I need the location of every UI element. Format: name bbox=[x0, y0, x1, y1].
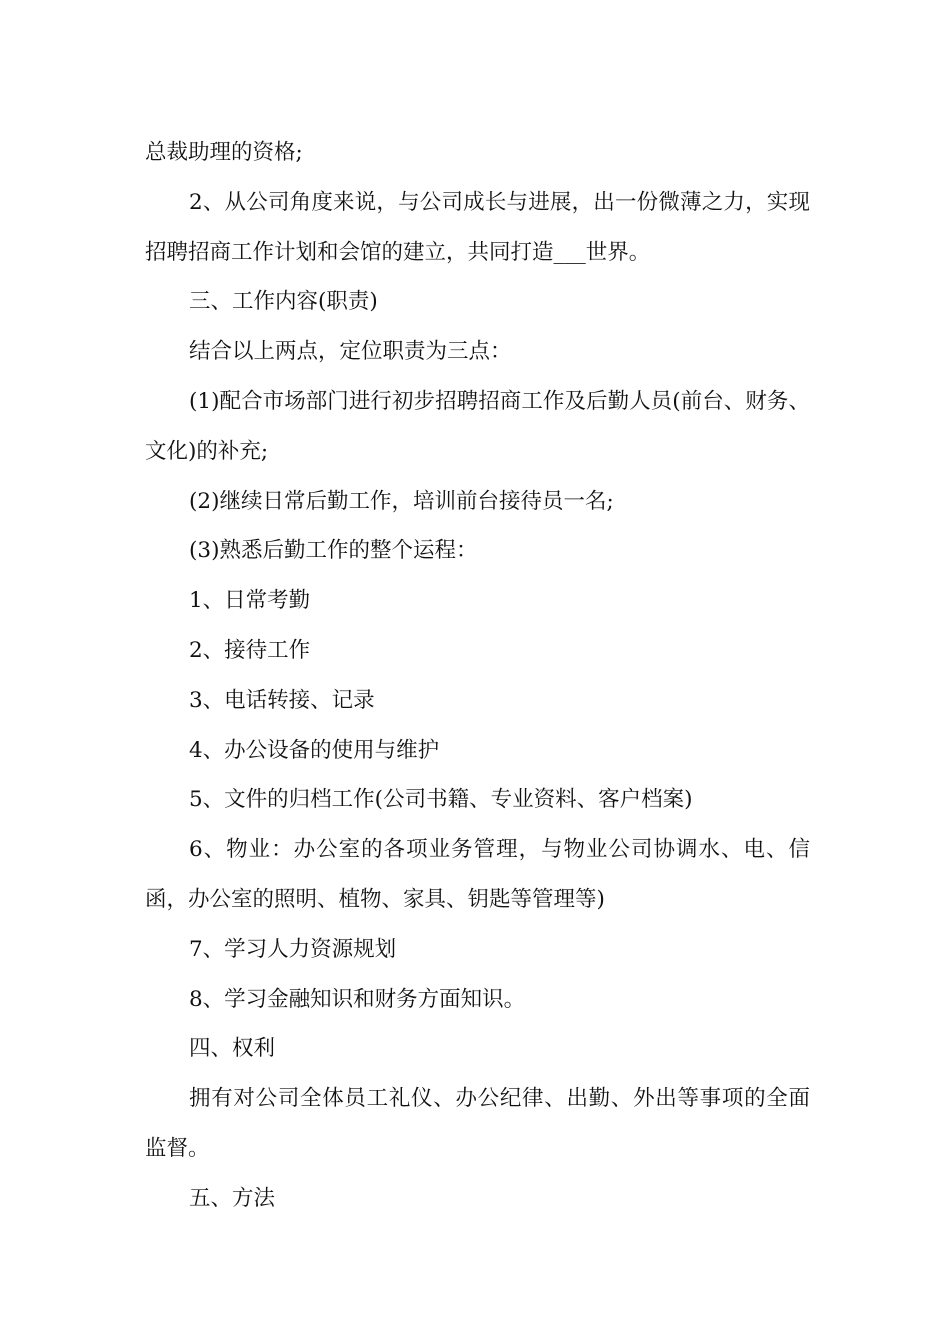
list-item-task-1: 1、日常考勤 bbox=[189, 588, 311, 614]
paragraph-duties-intro: 结合以上两点，定位职责为三点： bbox=[189, 339, 512, 365]
list-item-task-2: 2、接待工作 bbox=[189, 637, 311, 663]
document-body bbox=[145, 128, 810, 1224]
list-item-task-7: 7、学习人力资源规划 bbox=[189, 936, 397, 962]
heading-rights: 四、权利 bbox=[189, 1036, 276, 1062]
list-item-duty-3: (3)熟悉后勤工作的整个运程： bbox=[189, 538, 478, 564]
list-item-task-5: 5、文件的归档工作(公司书籍、专业资料、客户档案) bbox=[189, 787, 693, 813]
list-item-duty-1: (1)配合市场部门进行初步招聘招商工作及后勤人员(前台、财务、文化)的补充; bbox=[145, 388, 810, 464]
list-item-task-6: 6、物业：办公室的各项业务管理，与物业公司协调水、电、信函，办公室的照明、植物、家具、钥匙等管理等) bbox=[145, 837, 810, 912]
heading-work-content: 三、工作内容(职责) bbox=[189, 289, 378, 315]
list-item-duty-2: (2)继续日常后勤工作，培训前台接待员一名; bbox=[189, 488, 614, 514]
paragraph-rights: 拥有对公司全体员工礼仪、办公纪律、出勤、外出等事项的全面监督。 bbox=[145, 1086, 810, 1161]
list-item-task-8: 8、学习金融知识和财务方面知识。 bbox=[189, 986, 526, 1012]
paragraph-company-perspective: 2、从公司角度来说，与公司成长与进展，出一份微薄之力，实现招聘招商工作计划和会馆的建立，共同打造___世界。 bbox=[145, 189, 810, 265]
list-item-task-3: 3、电话转接、记录 bbox=[189, 687, 375, 713]
list-item-task-4: 4、办公设备的使用与维护 bbox=[189, 737, 440, 763]
heading-methods: 五、方法 bbox=[189, 1185, 276, 1211]
paragraph-continuation: 总裁助理的资格; bbox=[145, 140, 303, 165]
